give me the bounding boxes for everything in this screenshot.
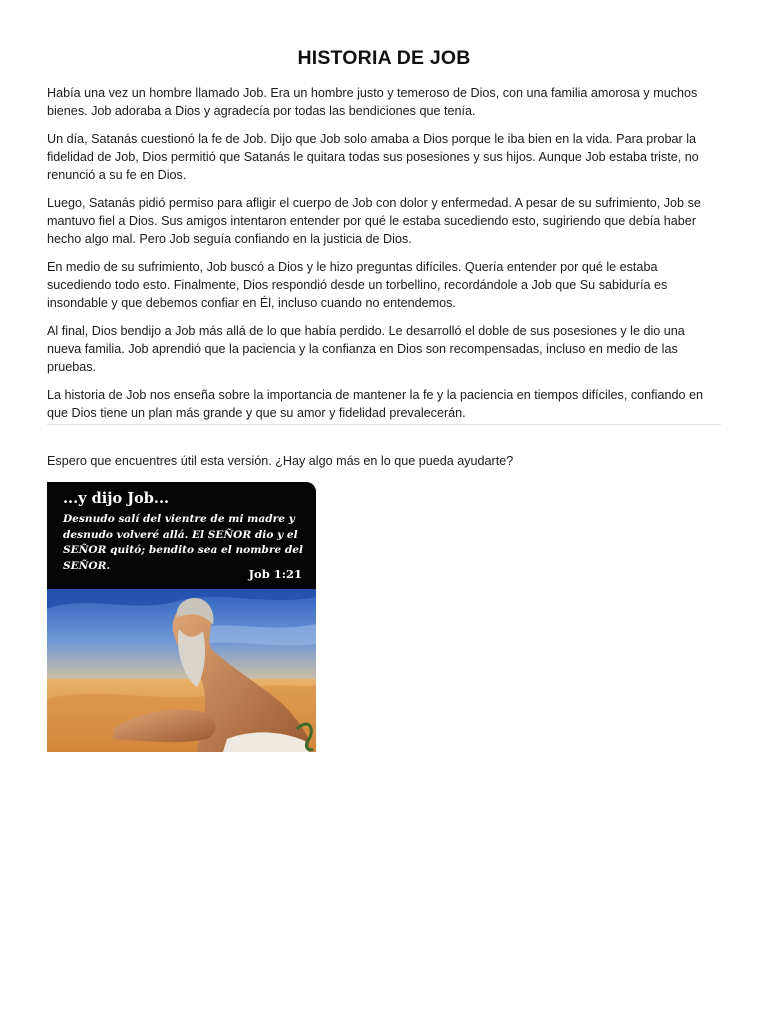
- story-body: [47, 84, 721, 432]
- cloud: [197, 624, 316, 645]
- paragraph-2: Un día, Satanás cuestionó la fe de Job. Dijo que Job solo amaba a Dios porque le iba bien en la vida. Para probar la fidelidad de Job, Dios permitió que Satanás le quitara todas sus posesiones y sus hijos. Aunque Job estaba triste, no renunció a su fe en Dios.: [47, 132, 699, 182]
- verse-reference: Job 1:21: [248, 567, 302, 581]
- verse-panel: [47, 482, 316, 589]
- job-illustration: [47, 589, 316, 752]
- closing-note: [47, 452, 721, 480]
- paragraph-4: En medio de su sufrimiento, Job buscó a Dios y le hizo preguntas difíciles. Quería entender por qué le estaba sucediendo todo esto. Finalmente, Dios respondió desde un torbellino, recordándole a Job que Su sabiduría es insondable y que debemos confiar en Él, incluso cuando no entendemos.: [47, 260, 668, 310]
- paragraph-5: Al final, Dios bendijo a Job más allá de lo que había perdido. Le desarrolló el doble de sus posesiones y le dio una nueva familia. Job aprendió que la paciencia y la confianza en Dios son recompensadas, incluso en medio de las pruebas.: [47, 324, 685, 374]
- paragraph-6: La historia de Job nos enseña sobre la importancia de mantener la fe y la paciencia en tiempos difíciles, confiando en que Dios tiene un plan más grande y que su amor y fidelidad prevalecerán.: [47, 388, 703, 420]
- section-divider: [47, 424, 721, 425]
- paragraph-3: Luego, Satanás pidió permiso para afligir el cuerpo de Job con dolor y enfermedad. A pesar de su sufrimiento, Job se mantuvo fiel a Dios. Sus amigos intentaron entender por qué le estaba sucediendo esto, sugiriendo que debía haber hecho algo mal. Pero Job seguía confiando en la justicia de Dios.: [47, 196, 701, 246]
- verse-text: Desnudo salí del vientre de mi madre y desnudo volveré allá. El SEÑOR dio y el SEÑOR quitó; bendito sea el nombre del SEÑOR.: [63, 513, 304, 572]
- paragraph-1: Había una vez un hombre llamado Job. Era un hombre justo y temeroso de Dios, con una familia amorosa y muchos bienes. Job adoraba a Dios y agradecía por todas las bendiciones que tenía.: [47, 86, 698, 118]
- job-verse-image: [47, 482, 316, 752]
- closing-text: Espero que encuentres útil esta versión. ¿Hay algo más en lo que pueda ayudarte?: [47, 454, 514, 468]
- verse-heading: ...y dijo Job...: [63, 490, 170, 507]
- page-title: HISTORIA DE JOB: [297, 47, 471, 69]
